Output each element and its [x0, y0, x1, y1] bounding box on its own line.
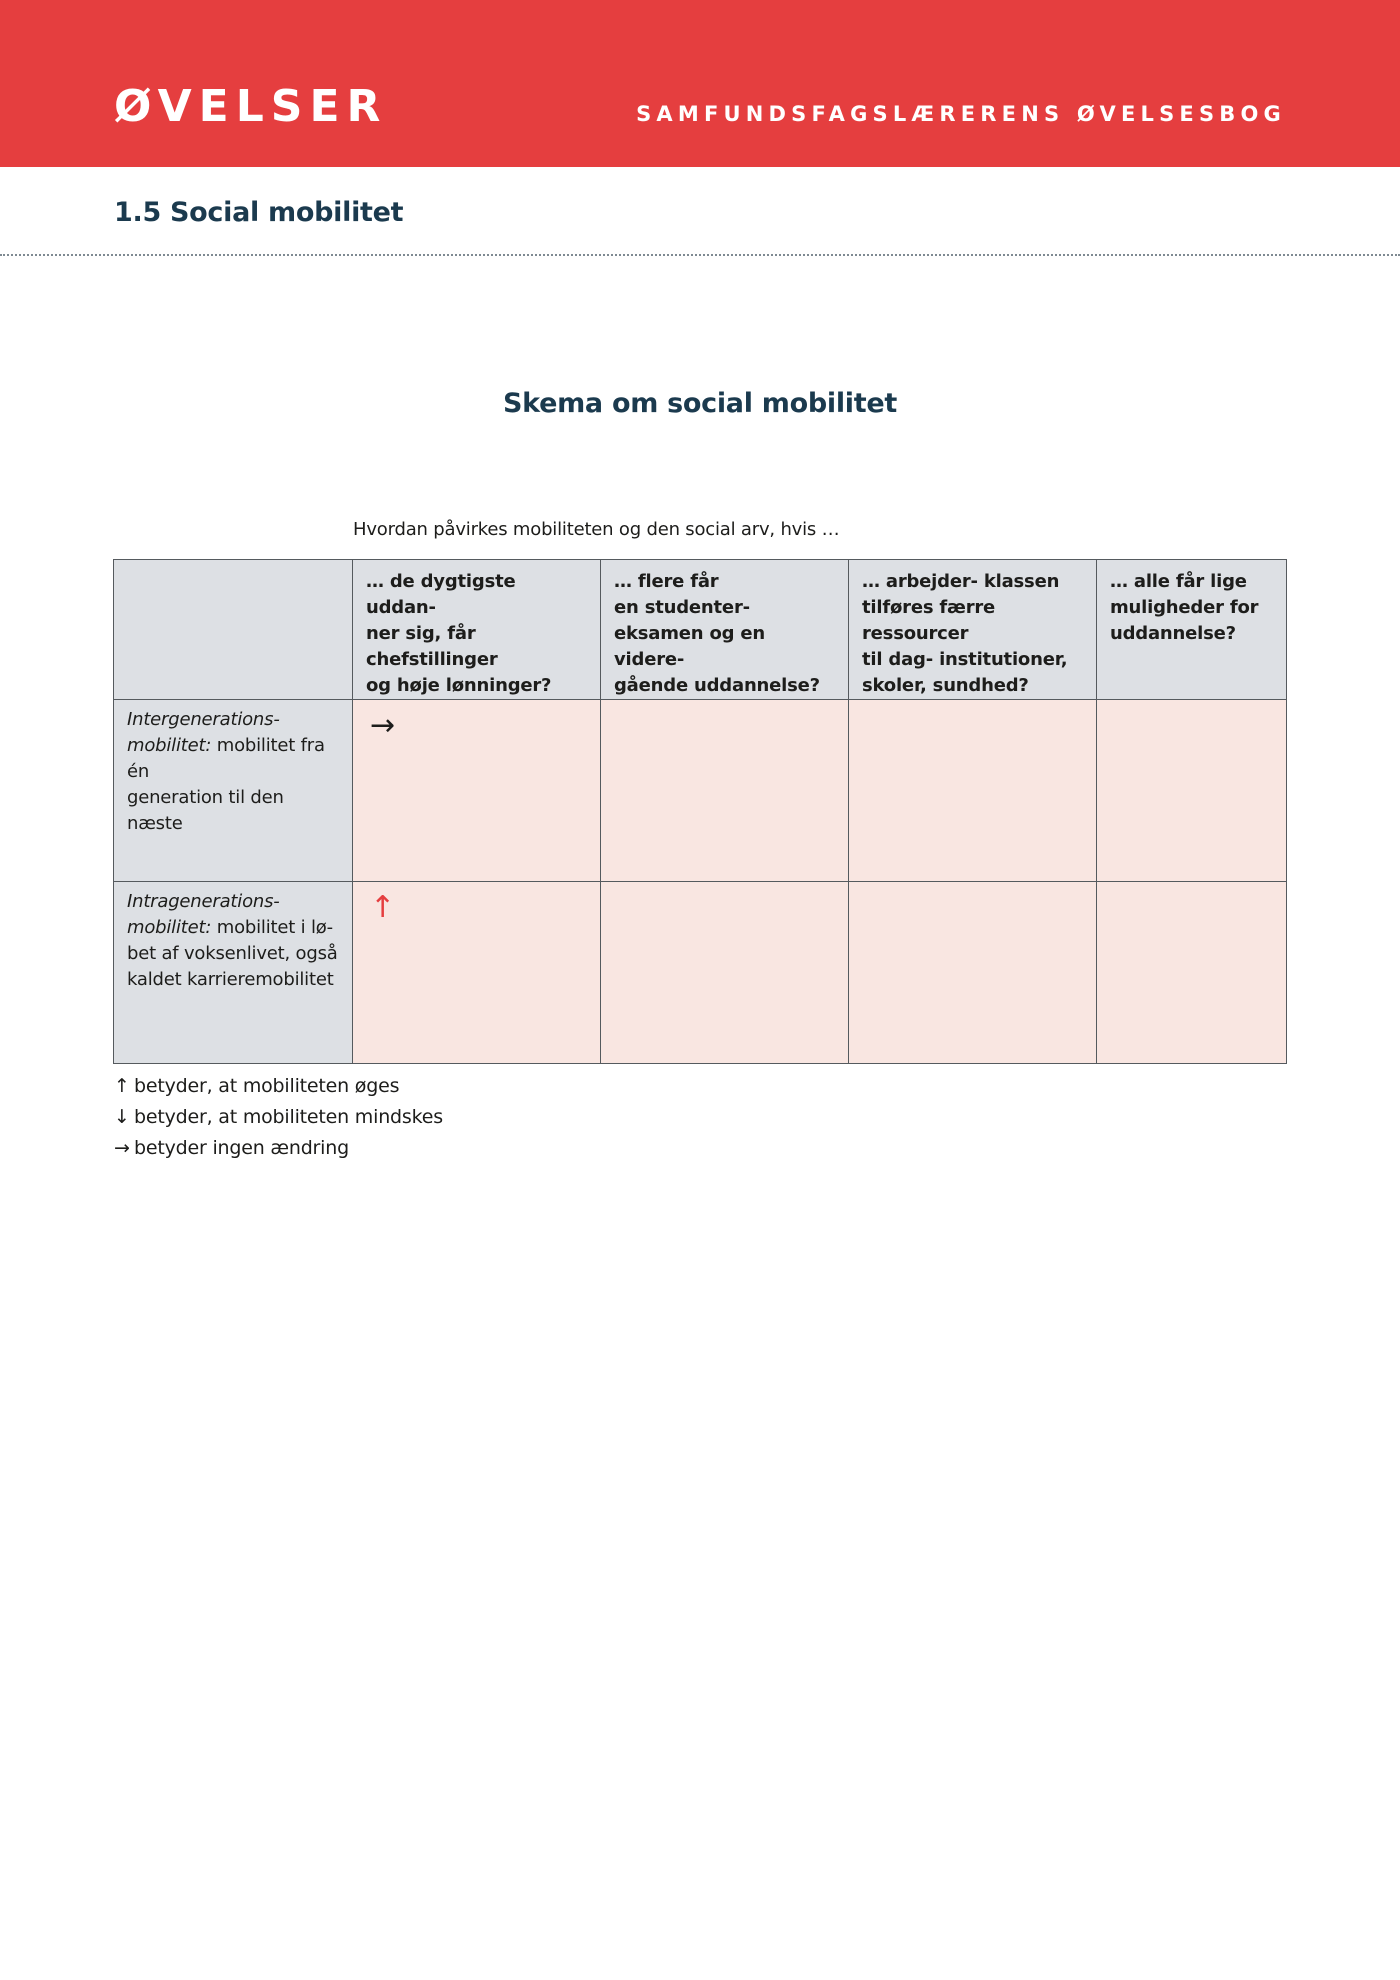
column-header: … flere får en studenter- eksamen og en videre- gående uddannelse? [601, 560, 849, 700]
column-header: … alle får lige muligheder for uddannelse? [1097, 560, 1287, 700]
arrow-up-icon: ↑ [370, 890, 396, 925]
row-term: Intragenerations- mobilitet: [127, 891, 280, 938]
header-band [0, 0, 1400, 167]
arrow-up-icon: ↑ [114, 1075, 130, 1097]
book-title: SAMFUNDSFAGSLÆRERENS ØVELSESBOG [636, 102, 1286, 126]
row-label [114, 700, 353, 882]
table-cell[interactable] [849, 882, 1097, 1064]
header-title: ØVELSER [114, 81, 388, 132]
table-cell[interactable] [1097, 700, 1287, 882]
mobility-table [113, 559, 1287, 1064]
table-cell[interactable] [353, 700, 601, 882]
row-term: Intergenerations- mobilitet: [127, 709, 280, 756]
arrow-right-icon: → [370, 708, 396, 743]
arrow-right-icon: → [114, 1137, 130, 1159]
question-intro: Hvordan påvirkes mobiliteten og den social arv, hvis … [353, 519, 840, 540]
row-label [114, 882, 353, 1064]
table-cell[interactable] [849, 700, 1097, 882]
scheme-title: Skema om social mobilitet [503, 388, 897, 419]
legend-text: betyder ingen ændring [134, 1137, 349, 1159]
legend-text: betyder, at mobiliteten mindskes [134, 1106, 443, 1128]
legend-item-none [114, 1133, 443, 1164]
legend-text: betyder, at mobiliteten øges [134, 1075, 400, 1097]
table-cell[interactable] [353, 882, 601, 1064]
dotted-divider [0, 254, 1400, 256]
row-description: mobilitet i lø- bet af voksenlivet, også kaldet karrieremobilitet [127, 917, 338, 990]
table-cell[interactable] [601, 882, 849, 1064]
arrow-legend [114, 1071, 443, 1164]
table-header-row [114, 560, 1287, 700]
table-cell[interactable] [601, 700, 849, 882]
column-header: … de dygtigste uddan- ner sig, får chefstillinger og høje lønninger? [353, 560, 601, 700]
legend-item-up [114, 1071, 443, 1102]
table-cell[interactable] [1097, 882, 1287, 1064]
row-description: mobilitet fra én generation til den næste [127, 735, 325, 834]
section-title: 1.5 Social mobilitet [114, 197, 404, 228]
column-header: … arbejder- klassen tilføres færre ressourcer til dag- institutioner, skoler, sundhed? [849, 560, 1097, 700]
legend-item-down [114, 1102, 443, 1133]
table-corner-cell [114, 560, 353, 700]
arrow-down-icon: ↓ [114, 1106, 130, 1128]
table-row-intragenerational [114, 882, 1287, 1064]
table-row-intergenerational [114, 700, 1287, 882]
